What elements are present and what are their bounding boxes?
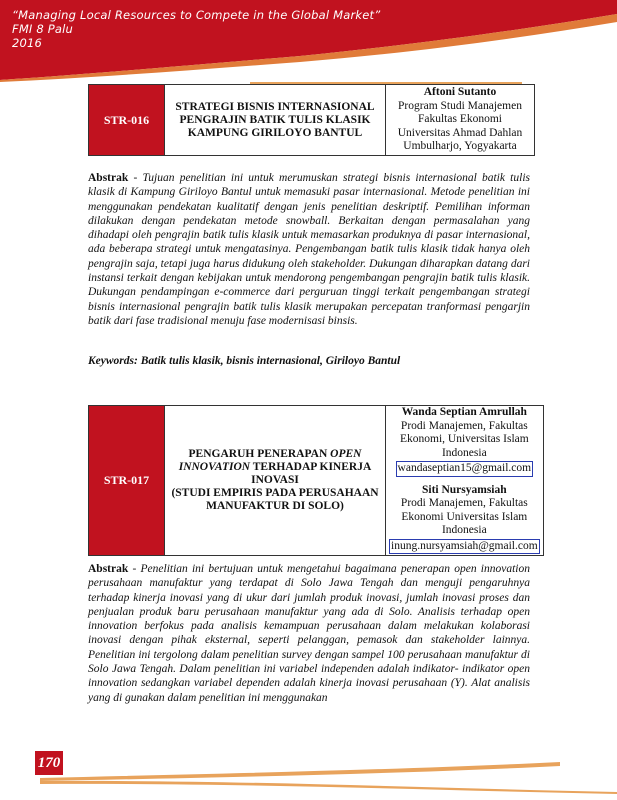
abstract-label: Abstrak [88, 172, 129, 184]
author-name: Wanda Septian Amrullah [401, 406, 527, 418]
author-name: Aftoni Sutanto [423, 86, 497, 99]
paper-keywords: Keywords: Batik tulis klasik, bisnis internasional, Giriloyo Bantul [88, 355, 401, 367]
paper-title: PENGARUH PENERAPAN OPEN INNOVATION TERHADAP KINERJA INOVASI (STUDI EMPIRIS PADA PERUSAHAAN MANUFAKTUR DI SOLO) [165, 406, 386, 556]
author-email-link[interactable]: inung.nursyamsiah@gmail.com [389, 539, 540, 555]
header-banner [0, 0, 617, 82]
author-affiliation: Fakultas Ekonomi [417, 113, 502, 126]
paper-abstract [88, 562, 530, 705]
paper-info-table [88, 84, 535, 156]
author-affiliation: Ekonomi, Universitas Islam [399, 433, 529, 445]
paper-code: STR-017 [89, 406, 165, 556]
conference-name: FMI 8 Palu [12, 22, 74, 36]
author-affiliation: Ekonomi Universitas Islam [401, 510, 528, 523]
paper-code: STR-016 [89, 85, 165, 156]
author-affiliation: Prodi Manajemen, Fakultas [400, 419, 528, 432]
paper-authors [386, 406, 544, 556]
author-affiliation: Indonesia [441, 446, 487, 459]
footer-swoosh-graphic [0, 740, 617, 800]
conference-tagline: “Managing Local Resources to Compete in the Global Market” [12, 8, 381, 22]
conference-year: 2016 [12, 36, 43, 50]
paper-info-table [88, 405, 544, 556]
abstract-text: - Penelitian ini bertujuan untuk mengetahui bagaimana penerapan open innovation perusahaan manufaktur yang terdapat di Solo Jawa Tengah dan menguji pengaruhnya terhadap kinerja inovasi yang di ukur dari jumlah produk inovasi, jumlah inovasi proses dan penjualan produk baru perusahaan manufaktur yang ada di Solo. Analisis terhadap open innovation berfokus pada analisis kemampuan perusahaan dalam melakukan kolaborasi inovasi dengan pihak eksternal, seperti pelanggan, pemasok dan stakeholder lainnya. Penelitian ini tergolong dalam penelitian survey dengan sampel 100 perusahaan manufaktur di Solo Jawa Tengah. Dalam penelitian ini variabel independen adalah indikator- indikator open innovation sedangkan variabel dependen adalah kinerja inovasi perusahaan (Y). Alat analisis yang di gunakan dalam penelitian ini menggunakan [88, 563, 530, 704]
author-affiliation: Umbulharjo, Yogyakarta [403, 140, 517, 153]
author-name: Siti Nursyamsiah [421, 483, 507, 496]
author-affiliation: Program Studi Manajemen [398, 99, 522, 112]
abstract-label: Abstrak [88, 563, 129, 575]
paper-title: STRATEGI BISNIS INTERNASIONAL PENGRAJIN BATIK TULIS KLASIK KAMPUNG GIRILOYO BANTUL [165, 85, 386, 156]
author-affiliation: Prodi Manajemen, Fakultas [400, 497, 528, 509]
abstract-text: - Tujuan penelitian ini untuk merumuskan strategi bisnis internasional batik tulis klasik di Kampung Giriloyo Bantul untuk memasuki pasar internasional. Metode penelitian ini menggunakan pendekatan kualitatif dengan jenis penelitian deskriptif. Pemilihan informan dilakukan dengan pendekatan metode snowball. Berkaitan dengan permasalahan yang dihadapi oleh pengrajin batik tulis klasik untuk memasarkan produknya di pasar internasional, ada beberapa strategi untuk mengatasinya. Pengembangan batik tulis klasik tidak hanya oleh pengrajin saja, tetapi juga harus didukung oleh stakeholder. Dukungan diharapkan datang dari instansi terkait dengan kebijakan untuk mendorong pengembangan pengrajin batik tulis klasik. Dukungan pendampingan e-commerce dari perguruan tinggi terkait pengembangan strategi bisnis internasional pengrajin batik tulis klasik merupakan percepatan tranformasi pengarjin batik dari fase tradisional menuju fase modernisasi binsis. [88, 172, 530, 327]
paper-authors [386, 85, 535, 156]
author-affiliation: Universitas Ahmad Dahlan [397, 126, 523, 139]
author-affiliation: Indonesia [441, 524, 487, 536]
author-email-link[interactable]: wandaseptian15@gmail.com [396, 461, 534, 477]
page-number: 170 [35, 751, 63, 775]
paper-abstract [88, 171, 530, 328]
